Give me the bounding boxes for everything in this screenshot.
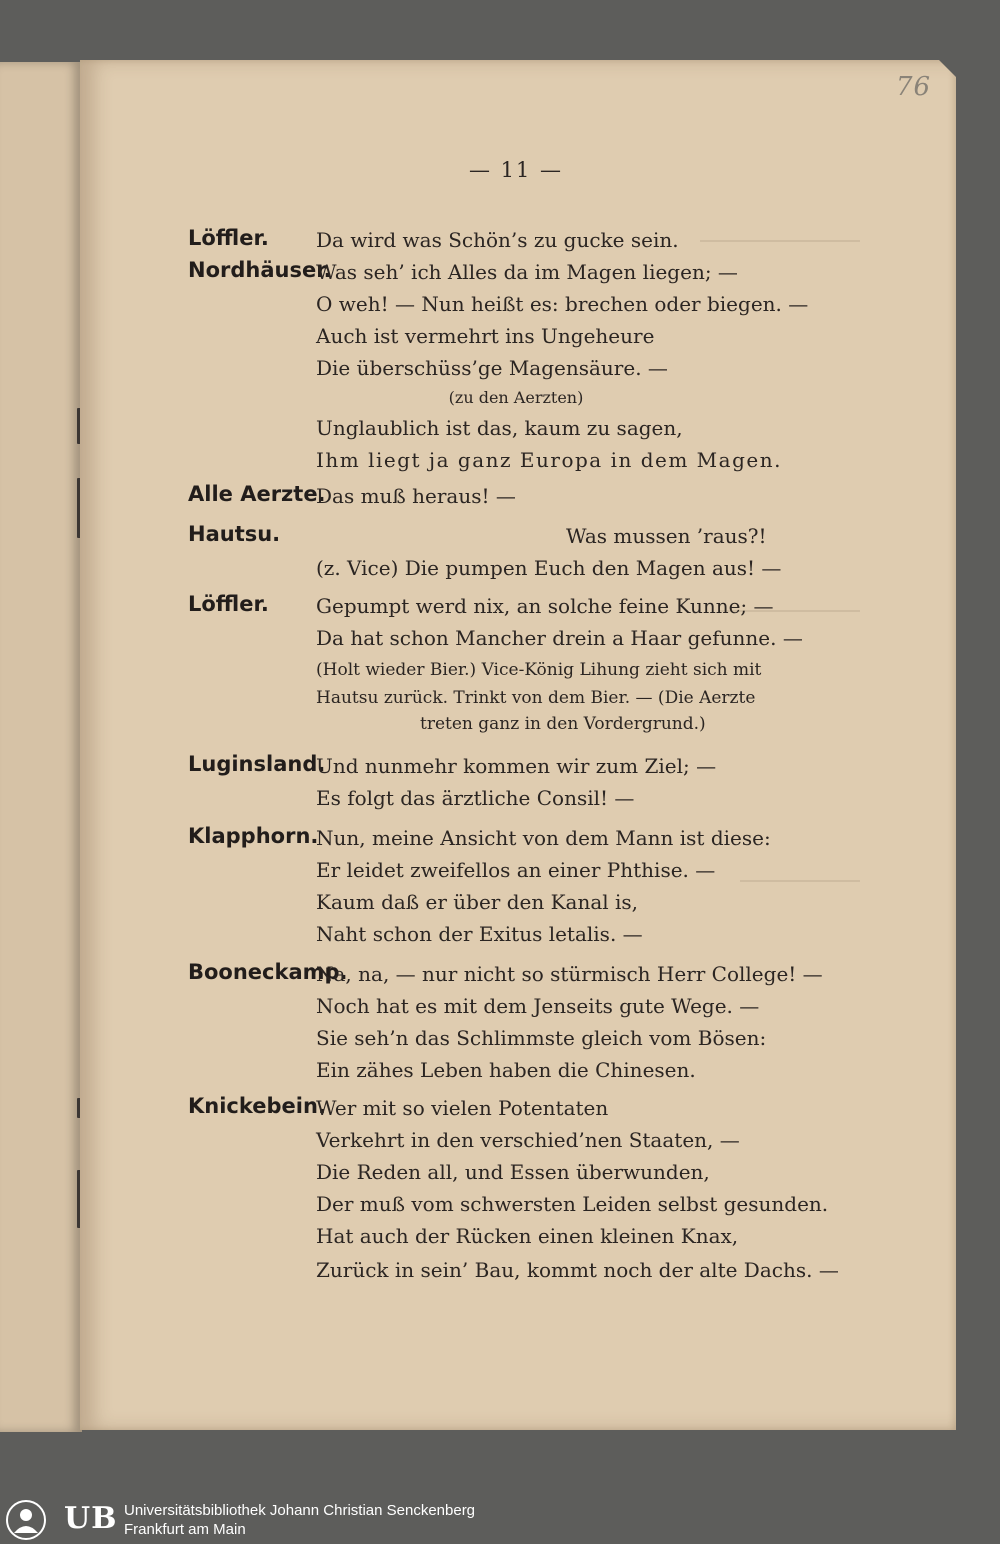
speaker-name: Booneckamp. [188,960,348,984]
verse-line: Die Reden all, und Essen überwunden, [316,1160,710,1184]
verse-line: Hat auch der Rücken einen kleinen Knax, [316,1224,739,1248]
verse-line: Na, na, — nur nicht so stürmisch Herr College! — [316,962,823,986]
verse-line: Er leidet zweifellos an einer Phthise. — [316,858,716,882]
stage-direction: (zu den Aerzten) [448,388,584,407]
verse-line: Ein zähes Leben haben die Chinesen. [316,1058,696,1082]
speaker-name: Hautsu. [188,522,281,546]
verse-line: Der muß vom schwersten Leiden selbst gesunden. [316,1192,829,1216]
verse-line: Da wird was Schön’s zu gucke sein. [316,228,679,252]
verse-line: Gepumpt werd nix, an solche feine Kunne; — [316,594,774,618]
verse-line: Die überschüss’ge Magensäure. — [316,356,668,380]
institution-city: Frankfurt am Main [124,1521,246,1538]
speaker-name: Luginsland. [188,752,326,776]
library-name [124,1501,475,1539]
facing-page-edge [0,62,82,1432]
verse-line: Nun, meine Ansicht von dem Mann ist diese: [316,826,771,850]
verse-line: Verkehrt in den verschied’nen Staaten, — [316,1128,740,1152]
stage-direction: (Holt wieder Bier.) Vice-König Lihung zieht sich mit [316,660,762,680]
verse-line: Was mussen ’raus?! [566,524,767,548]
verse-line: Was seh’ ich Alles da im Magen liegen; — [316,260,738,284]
verse-line: Das muß heraus! — [316,484,516,508]
stage-direction: Hautsu zurück. Trinkt von dem Bier. — (Die Aerzte [316,688,756,708]
library-logo [4,1499,116,1541]
verse-line: Zurück in sein’ Bau, kommt noch der alte Dachs. — [316,1258,839,1282]
verse-line: Und nunmehr kommen wir zum Ziel; — [316,754,717,778]
speaker-name: Nordhäuser. [188,258,332,282]
speaker-name: Knickebein. [188,1094,326,1118]
page-corner-tear [939,60,957,78]
verse-line: Wer mit so vielen Potentaten [316,1096,609,1120]
speaker-name: Klapphorn. [188,824,319,848]
bleed-through [740,880,860,882]
stage-direction: treten ganz in den Vordergrund.) [420,714,706,734]
verse-line: Da hat schon Mancher drein a Haar gefunne. — [316,626,803,650]
speaker-name: Löffler. [188,592,269,616]
page-number: — 11 — [468,158,564,182]
portrait-seal-icon [4,1499,48,1541]
speaker-name: Löffler. [188,226,269,250]
verse-line: Noch hat es mit dem Jenseits gute Wege. — [316,994,760,1018]
verse-line: Ihm liegt ja ganz Europa in dem Magen. [316,448,782,472]
institution-name: Universitätsbibliothek Johann Christian Senckenberg [124,1502,476,1519]
verse-line: Unglaublich ist das, kaum zu sagen, [316,416,683,440]
verse-line: Auch ist vermehrt ins Ungeheure [316,324,655,348]
folio-number: 76 [896,72,932,102]
verse-line: Sie seh’n das Schlimmste gleich vom Bösen: [316,1026,767,1050]
verse-line: Naht schon der Exitus letalis. — [316,922,643,946]
library-footer [0,1495,1000,1544]
verse-line: O weh! — Nun heißt es: brechen oder biegen. — [316,292,809,316]
speaker-name: Alle Aerzte. [188,482,326,506]
verse-line: (z. Vice) Die pumpen Euch den Magen aus! — [316,556,782,580]
verse-line: Kaum daß er über den Kanal is, [316,890,639,914]
verse-line: Es folgt das ärztliche Consil! — [316,786,635,810]
logo-letters: UB [64,1501,118,1536]
